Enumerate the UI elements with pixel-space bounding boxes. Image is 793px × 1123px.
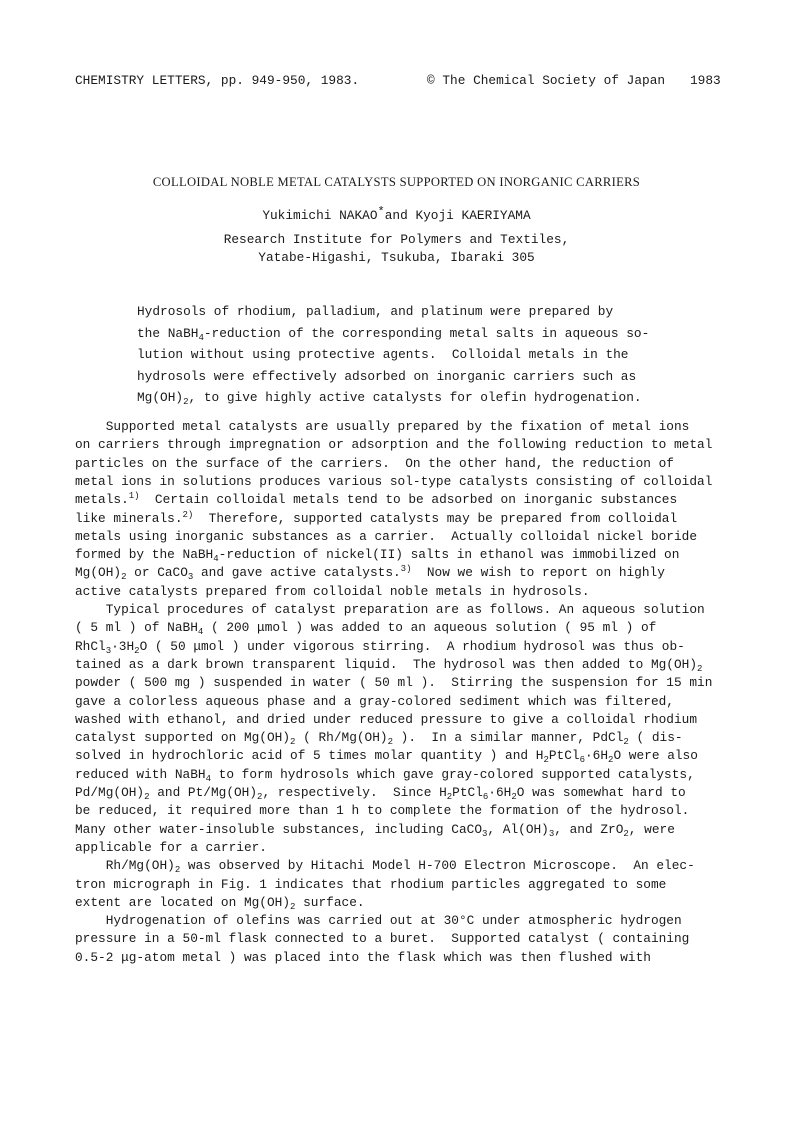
- body-line: Typical procedures of catalyst preparation are as follows. An aqueous solution: [75, 602, 705, 617]
- subscript: 4: [197, 627, 204, 638]
- body-line: catalyst supported on $Mg(OH)_2$ ( $Rh/Mg(OH)_2$ ). In a similar manner, PdCl$_2$ ( dis-: [75, 730, 683, 748]
- body-line: particles on the surface of the carriers. On the other hand, the reduction of: [75, 455, 674, 471]
- copyright-notice: © The Chemical Society of Japan: [427, 73, 666, 88]
- body-line: powder ( 500 mg ) suspended in water ( 50 ml ). Stirring the suspension for 15 min: [75, 675, 713, 691]
- reference-marker: 3): [400, 564, 412, 575]
- subscript: 2: [121, 572, 127, 583]
- abstract-line: the NaBH$_4$-reduction of the corresponding metal salts in aqueous so-: [137, 325, 650, 343]
- abstract-line: $Mg(OH)_2$, to give highly active catalysts for olefin hydrogenation.: [137, 390, 642, 408]
- affiliation-institute: Research Institute for Polymers and Textiles,: [223, 232, 570, 247]
- subscript: 2: [387, 737, 393, 748]
- header-year: 1983: [690, 73, 721, 88]
- body-line: metals using inorganic substances as a carrier. Actually colloidal nickel boride: [75, 528, 698, 544]
- body-line: on carriers through impregnation or adsorption and the following reduction to metal: [75, 437, 713, 453]
- author-line: [0, 205, 793, 223]
- body-line: $Mg(OH)_2$ or CaCO$_3$ and gave active catalysts.$^{3)}$ Now we wish to report on highly: [75, 564, 665, 583]
- body-line: like minerals.$^{2)}$ Therefore, supported catalysts may be prepared from colloidal: [75, 509, 678, 526]
- subscript: 2: [134, 645, 140, 656]
- body-line: metal ions in solutions produces various sol-type catalysts consisting of colloidal: [75, 473, 713, 489]
- body-line: solved in hydrochloric acid of 5 times molar quantity ) and $H_2PtCl_6\cdot 6H_2O$ were also: [75, 748, 698, 766]
- body-line: reduced with NaBH$_4$ to form hydrosols which gave gray-colored supported catalysts,: [75, 766, 695, 784]
- subscript: 6: [579, 755, 585, 766]
- body-line: Many other water-insoluble substances, including CaCO$_3$, $Al(OH)_3$, and ZrO$_2$, were: [75, 821, 675, 839]
- subscript: 3: [105, 645, 112, 656]
- body-line: $Pd/Mg(OH)_2$ and $Pt/Mg(OH)_2$, respectively. Since $H_2PtCl_6\cdot 6H_2O$ was somewhat hard to: [75, 785, 686, 802]
- subscript: 6: [482, 792, 489, 802]
- reference-marker: 2): [182, 509, 194, 520]
- subscript: 4: [198, 332, 204, 343]
- subscript: 2: [257, 792, 263, 802]
- abstract-line: lution without using protective agents. Colloidal metals in the: [137, 347, 629, 363]
- subscript: 4: [205, 773, 211, 784]
- subscript: 2: [183, 397, 189, 408]
- body-line: tained as a dark brown transparent liquid. The hydrosol was then added to $Mg(OH)_2$: [75, 656, 703, 674]
- body-line: tron micrograph in Fig. 1 indicates that rhodium particles aggregated to some: [75, 876, 667, 892]
- body-line: Hydrogenation of olefins was carried out at 30°C under atmospheric hydrogen: [75, 913, 682, 929]
- subscript: 3: [482, 828, 488, 839]
- body-line: ( 5 ml ) of NaBH$_4$ ( 200 μmol ) was added to an aqueous solution ( 95 ml ) of: [75, 620, 657, 638]
- subscript: 2: [608, 755, 614, 766]
- subscript: 2: [144, 792, 150, 802]
- reference-marker: 1): [128, 491, 140, 502]
- subscript: 2: [697, 663, 703, 674]
- subscript: 2: [623, 828, 629, 839]
- subscript: 2: [290, 737, 296, 748]
- body-line: metals.$^{1)}$ Certain colloidal metals tend to be adsorbed on inorganic substances: [75, 491, 678, 508]
- abstract-line: Hydrosols of rhodium, palladium, and platinum were prepared by: [137, 304, 614, 319]
- body-line: applicable for a carrier.: [75, 839, 267, 855]
- body-line: washed with ethanol, and dried under reduced pressure to give a colloidal rhodium: [75, 711, 698, 727]
- subscript: 3: [548, 828, 555, 839]
- subscript: 4: [213, 554, 219, 565]
- abstract-line: hydrosols were effectively adsorbed on inorganic carriers such as: [137, 368, 637, 384]
- subscript: 2: [446, 792, 453, 802]
- body-line: formed by the NaBH$_4$-reduction of nickel(II) salts in ethanol was immobilized on: [75, 547, 680, 565]
- body-line: $RhCl_3\cdot 3H_2O$ ( 50 μmol ) under vigorous stirring. A rhodium hydrosol was thus ob-: [75, 638, 685, 656]
- subscript: 2: [174, 865, 181, 876]
- journal-citation: CHEMISTRY LETTERS, pp. 949-950, 1983.: [75, 73, 360, 88]
- body-line: extent are located on $Mg(OH)_2$ surface.: [75, 894, 365, 912]
- subscript: 3: [187, 572, 194, 583]
- subscript: 2: [290, 901, 296, 912]
- affiliation-address: Yatabe-Higashi, Tsukuba, Ibaraki 305: [258, 250, 535, 265]
- body-line: Supported metal catalysts are usually prepared by the fixation of metal ions: [75, 419, 690, 434]
- body-line: gave a colorless aqueous phase and a gray-colored sediment which was filtered,: [75, 693, 674, 709]
- subscript: 2: [511, 792, 517, 802]
- author-kaeriyama: and Kyoji KAERIYAMA: [384, 208, 531, 223]
- author-nakao: Yukimichi NAKAO: [262, 208, 378, 223]
- body-line: 0.5-2 μg-atom metal ) was placed into the flask which was then flushed with: [75, 949, 651, 965]
- body-line: active catalysts prepared from colloidal noble metals in hydrosols.: [75, 583, 590, 599]
- body-line: $Rh/Mg(OH)_2$ was observed by Hitachi Model H-700 Electron Microscope. An elec-: [75, 858, 695, 876]
- subscript: 2: [543, 755, 549, 766]
- paper-title: COLLOIDAL NOBLE METAL CATALYSTS SUPPORTED ON INORGANIC CARRIERS: [152, 175, 641, 189]
- body-line: pressure in a 50-ml flask connected to a buret. Supported catalyst ( containing: [75, 931, 690, 947]
- subscript: 2: [623, 737, 629, 748]
- body-line: be reduced, it required more than 1 h to complete the formation of the hydrosol.: [75, 803, 690, 819]
- corresponding-author-mark: *: [377, 205, 385, 219]
